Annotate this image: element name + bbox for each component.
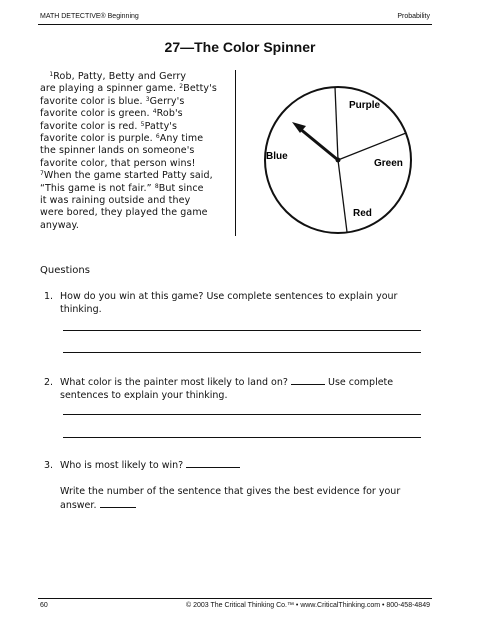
story-line: anyway. [40,219,80,231]
question-3: 3. Who is most likely to win? Write the number of the sentence that gives the best evidence for your answer. [44,460,401,511]
story-paragraph [40,71,230,232]
story-line: favorite color is red. $^5$Patty's [40,120,178,132]
story-line: the spinner lands on someone's [40,145,195,157]
answer-blank[interactable] [291,375,325,385]
story-line: favorite color, that person wins! [40,157,196,169]
story-line: $^7$When the game started Patty said, [40,170,213,182]
question-2: 2. What color is the painter most likely to land on? Use complete sentences to explain your thinking. [44,377,394,401]
question-number: 2. [44,377,54,388]
label-blue: Blue [266,151,288,162]
label-purple: Purple [349,100,381,111]
header-rule [38,24,432,25]
series-header: MATH DETECTIVE® Beginning [40,13,139,20]
answer-blank[interactable] [186,458,240,468]
label-green: Green [374,158,403,169]
story-line: are playing a spinner game. $^2$Betty's [40,83,217,95]
story-line: $^1$Rob, Patty, Betty and Gerry [49,71,187,82]
story-line: favorite color is green. $^4$Rob's [40,108,183,120]
topic-header: Probability [397,13,430,20]
answer-blank[interactable] [100,498,136,508]
answer-line[interactable] [63,352,421,353]
spinner-pivot [336,158,341,163]
footer-rule [38,598,432,599]
question-number: 3. [44,460,54,471]
answer-line[interactable] [63,414,421,415]
page-number: 60 [40,602,48,609]
color-spinner [255,80,425,240]
questions-heading: Questions [40,265,90,276]
copyright-footer: © 2003 The Critical Thinking Co.™ • www.CriticalThinking.com • 800-458-4849 [185,602,430,609]
page-title: 27—The Color Spinner [164,39,316,55]
answer-line[interactable] [63,437,421,438]
story-line: were bored, they played the game [40,207,208,219]
answer-line[interactable] [63,330,421,331]
label-red: Red [353,208,372,219]
column-divider [235,70,236,236]
story-line: it was raining outside and they [40,195,191,207]
story-line: favorite color is purple. $^6$Any time [40,133,204,145]
story-line: favorite color is blue. $^3$Gerry's [40,95,185,107]
question-number: 1. [44,291,54,302]
story-line: “This game is not fair.” $^8$But since [40,182,204,194]
question-1: 1. How do you win at this game? Use complete sentences to explain your thinking. [44,291,398,315]
